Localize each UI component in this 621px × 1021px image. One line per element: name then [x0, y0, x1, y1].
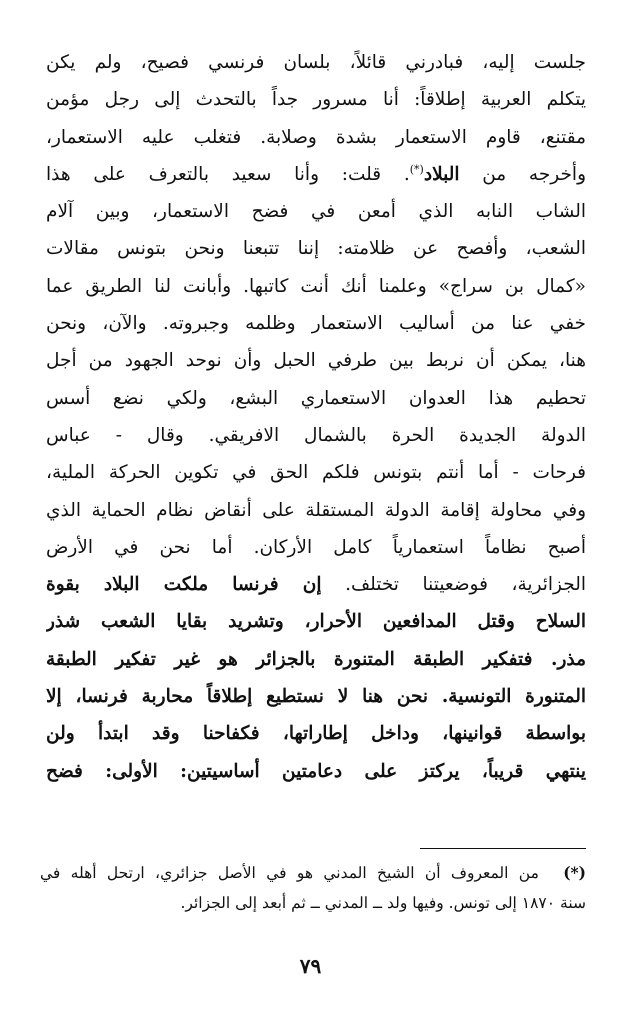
footnote-divider — [420, 848, 586, 849]
footnote-marker: (*) — [563, 863, 586, 882]
text-line: خفي عنا من أساليب الاستعمار وظلمه وجبروته. والآن، ونحن — [46, 313, 586, 335]
text-line — [46, 566, 586, 603]
text-line: فرحات - أما أنتم بتونس فلكم الحق في تكوين الحركة الملية، — [46, 462, 586, 484]
text-fragment: مذر. — [551, 648, 586, 670]
text-line: يتكلم العربية إطلاقاً: أنا مسرور جداً بالتحدث إلى رجل مؤمن — [46, 89, 586, 111]
bold-text: فتفكير الطبقة المتنورة بالجزائر هو غير تفكير الطبقة — [46, 648, 533, 670]
text-line: مقتنع، قاوم الاستعمار بشدة وصلابة. فتغلب عليه الاستعمار، — [46, 126, 586, 148]
footnote-line — [40, 858, 586, 888]
text-line: الدولة الجديدة الحرة بالشمال الافريقي. وقال - عباس — [46, 424, 586, 446]
text-line — [46, 641, 586, 678]
footnote — [40, 858, 586, 918]
text-line: الشعب، وأفصح عن ظلامته: إننا تتبعنا ونحن بتونس مقالات — [46, 238, 586, 260]
text-line: وأخرجه من البلاد(*). قلت: وأنا سعيد بالتعرف على هذا — [46, 162, 586, 185]
text-fragment: قلت: وأنا سعيد بالتعرف على هذا — [46, 163, 382, 185]
text-line: هنا، يمكن أن نربط بين طرفي الحبل وأن نوحد الجهود من أجل — [46, 350, 586, 372]
text-line: ينتهي قريباً، يركتز على دعامتين أساسيتين: الأولى: فضح — [46, 760, 586, 782]
text-line: الشاب النابه الذي أمعن في فضح الاستعمار، وبين آلام — [46, 201, 586, 223]
footnote-line: سنة ١٨٧٠ إلى تونس. وفيها ولد ــ المدني ــ ثم أبعد إلى الجزائر. — [180, 894, 586, 912]
text-line: أصبح نظاماً استعمارياً كامل الأركان. أما نحن في الأرض — [46, 536, 586, 558]
bold-text: نحن هنا لا نستطيع إطلاقاً محاربة فرنسا، إلا — [46, 686, 429, 708]
text-line: «كمال بن سراج» وعلمنا أنك أنت كاتبها. وأبانت لنا الطريق عما — [46, 275, 586, 297]
footnote-text: من المعروف أن الشيخ المدني هو في الأصل جزائري، ارتحل أهله في — [40, 864, 539, 882]
body-text — [46, 44, 586, 790]
bold-text: البلاد — [423, 163, 460, 185]
bold-text: إن فرنسا ملكت البلاد بقوة — [46, 574, 322, 596]
text-line: وفي محاولة إقامة الدولة المستقلة على أنقاض نظام الحماية الذي — [46, 499, 586, 521]
text-line: السلاح وقتل المدافعين الأحرار، وتشريد بقايا الشعب شذر — [46, 611, 586, 633]
page-number: ٧٩ — [299, 954, 322, 978]
text-fragment: المتنورة التونسية. — [441, 686, 586, 708]
text-fragment: الجزائرية، فوضعيتنا تختلف. — [345, 574, 586, 596]
text-line — [46, 678, 586, 715]
text-line: جلست إليه، فبادرني قائلاً، بلسان فرنسي فصيح، ولم يكن — [46, 52, 586, 73]
text-fragment: وأخرجه من — [482, 163, 586, 185]
text-line: تحطيم هذا العدوان الاستعماري البشع، ولكي نضع أسس — [46, 387, 586, 409]
footnote-reference: (*) — [409, 162, 424, 176]
text-line: بواسطة قوانينها، وداخل إطاراتها، فكفاحنا وقد ابتدأ ولن — [46, 723, 586, 745]
